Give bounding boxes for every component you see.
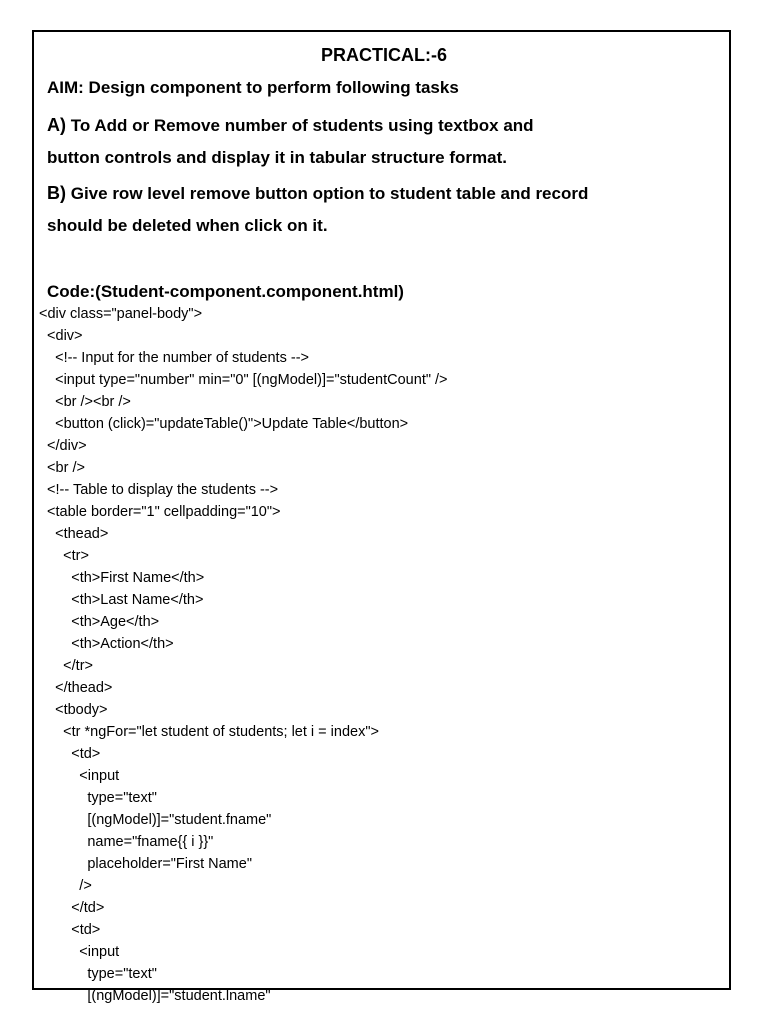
task-a-text-1: To Add or Remove number of students using textbox and	[70, 116, 534, 135]
code-line: </td>	[39, 900, 105, 916]
code-line: name="fname{{ i }}"	[39, 834, 214, 850]
code-line: <th>Age</th>	[39, 614, 160, 630]
code-line: <button (click)="updateTable()">Update Table</button>	[39, 416, 409, 432]
aim-text: AIM: Design component to perform following tasks	[47, 78, 459, 97]
code-line: <!-- Table to display the students -->	[39, 482, 279, 498]
code-line: type="text"	[39, 790, 157, 806]
code-line: <div class="panel-body">	[39, 306, 203, 322]
code-line: <tbody>	[39, 702, 108, 718]
code-line: [(ngModel)]="student.fname"	[39, 812, 272, 828]
code-line: </div>	[39, 438, 87, 454]
code-line: <tr>	[39, 548, 89, 564]
code-line: </thead>	[39, 680, 113, 696]
code-line: <th>Action</th>	[39, 636, 174, 652]
code-line: <input	[39, 768, 120, 784]
task-a-label: A)	[47, 115, 66, 135]
task-a-line-1	[47, 114, 534, 137]
code-line: <td>	[39, 746, 101, 762]
code-block	[39, 303, 729, 1007]
code-line: <table border="1" cellpadding="10">	[39, 504, 281, 520]
code-line: <input	[39, 944, 120, 960]
task-a-line-2: button controls and display it in tabular structure format.	[47, 148, 507, 167]
code-line: <input type="number" min="0" [(ngModel)]="studentCount" />	[39, 372, 448, 388]
code-line: <!-- Input for the number of students -->	[39, 350, 309, 366]
code-line: placeholder="First Name"	[39, 856, 252, 872]
code-line: />	[39, 878, 92, 894]
page-title: PRACTICAL:-6	[321, 45, 447, 65]
code-line: <tr *ngFor="let student of students; let i = index">	[39, 724, 379, 740]
code-line: <br /><br />	[39, 394, 131, 410]
code-line: <br />	[39, 460, 85, 476]
task-b-line-2: should be deleted when click on it.	[47, 216, 328, 235]
task-b-text-1: Give row level remove button option to student table and record	[70, 184, 589, 203]
code-line: <td>	[39, 922, 101, 938]
code-line: <th>Last Name</th>	[39, 592, 204, 608]
code-line: [(ngModel)]="student.lname"	[39, 988, 271, 1004]
task-b-line-1	[47, 182, 588, 205]
code-line: <div>	[39, 328, 83, 344]
code-line: type="text"	[39, 966, 157, 982]
code-line: </tr>	[39, 658, 93, 674]
task-b-label: B)	[47, 183, 66, 203]
code-line: <thead>	[39, 526, 109, 542]
code-line: <th>First Name</th>	[39, 570, 205, 586]
code-heading: Code:(Student-component.component.html)	[47, 282, 404, 301]
